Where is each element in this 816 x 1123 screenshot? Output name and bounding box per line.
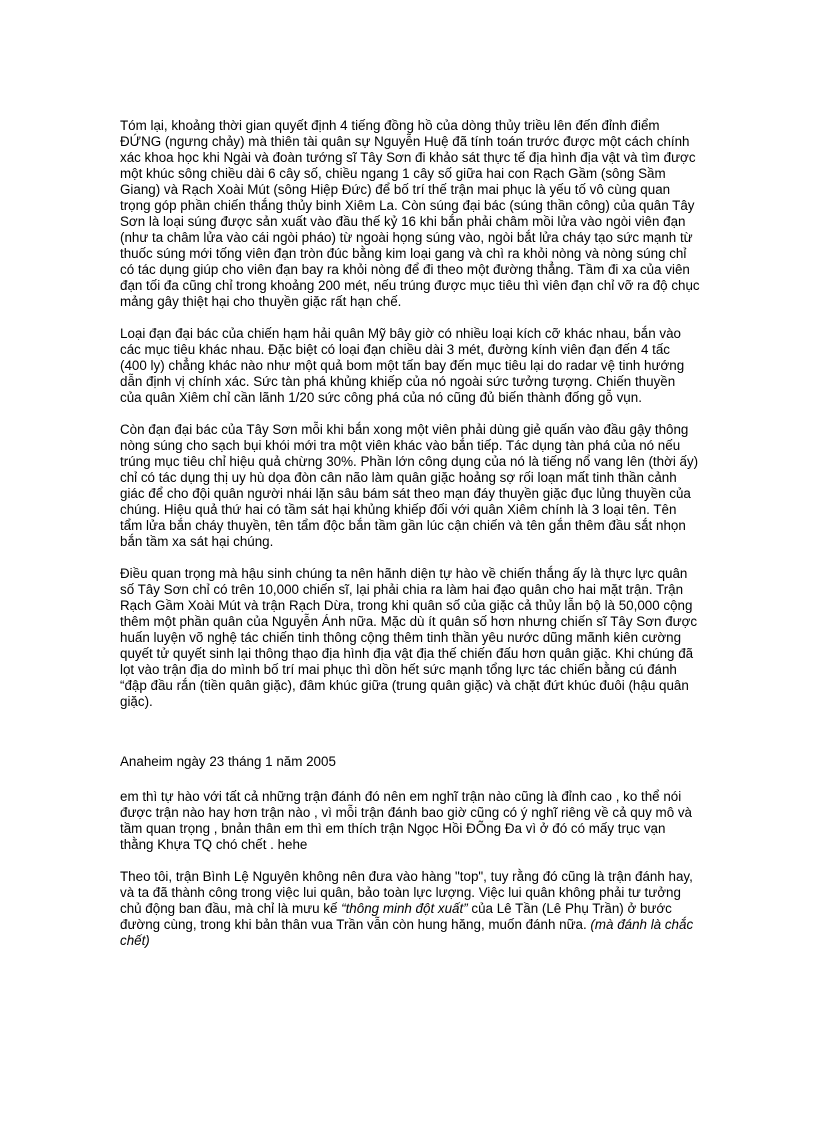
paragraph-binh-le-nguyen — [120, 869, 700, 949]
final-italic-2: (mà đánh là chắc chết) — [120, 917, 694, 948]
paragraph-troop-strength: Điều quan trọng mà hậu sinh chúng ta nên hãnh diện tự hào về chiến thắng ấy là thực lực quân số Tây Sơn chỉ có trên 10,000 chiến sĩ, lại phải chia ra làm hai đạo quân cho hai mặt trận. Trận Rạch Gầm Xoài Mút và trận Rạch Dừa, trong khi quân số của giặc cả thủy lẫn bộ là 50,000 cộng thêm một phần quân của Nguyễn Ánh nữa. Mặc dù ít quân số hơn nhưng chiến sĩ Tây Sơn được huấn luyện võ nghệ tác chiến tinh thông cộng thêm tinh thần yêu nước dũng mãnh kiên cường quyết tử quyết sinh lại thông thạo địa hình địa vật địa thế chiến đấu hơn quân giặc. Khi chúng đã lọt vào trận địa do mình bố trí mai phục thì dồn hết sức mạnh tổng lực tác chiến bằng cú đánh “đập đầu rắn (tiền quân giặc), đâm khúc giữa (trung quân giặc) và chặt đứt khúc đuôi (hậu quân giặc). — [120, 566, 698, 709]
date-line: Anaheim ngày 23 tháng 1 năm 2005 — [120, 754, 336, 769]
spacer — [120, 726, 700, 754]
paragraph-tay-son-cannons: Còn đạn đại bác của Tây Sơn mỗi khi bắn xong một viên phải dùng giẻ quấn vào đầu gậy thông nòng súng cho sạch bụi khói mới tra một viên khác vào bắn tiếp. Tác dụng tàn phá của nó nếu trúng mục tiêu chỉ hiệu quả chừng 30%. Phần lớn công dụng của nó là tiếng nổ vang lên (thời ấy) chỉ có tác dụng thị uy hù dọa đòn cân não làm quân giặc hoảng sợ rối loạn mất tinh thần cảnh giác để cho đội quân người nhái lặn sâu bám sát theo mạn đáy thuyền giặc đục lủng thuyền của chúng. Hiệu quả thứ hai có tầm sát hại khủng khiếp đối với quân Xiêm chính là 3 loại tên. Tên tẩm lửa bắn cháy thuyền, tên tẩm độc bắn tầm gần lúc cận chiến và tên gắn thêm đầu sắt nhọn bắn tầm xa sát hại chúng. — [120, 422, 699, 549]
paragraph-tides-and-cannons: Tóm lại, khoảng thời gian quyết định 4 tiếng đồng hồ của dòng thủy triều lên đến đỉnh điểm ĐỨNG (ngưng chảy) mà thiên tài quân sự Nguyễn Huệ đã tính toán trước được một cách chính xác khoa học khi Ngài và đoàn tướng sĩ Tây Sơn đi khảo sát thực tế địa hình địa vật và tìm được một khúc sông chiều dài 6 cây số, chiều ngang 1 cây số giữa hai con Rạch Gầm (sông Sầm Giang) và Rạch Xoài Mút (sông Hiệp Đức) để bố trí thế trận mai phục là yếu tố vô cùng quan trọng góp phần chiến thắng thủy binh Xiêm La. Còn súng đại bác (súng thần công) của quân Tây Sơn là loại súng được sản xuất vào đầu thế kỷ 16 khi bắn phải châm mồi lửa vào ngòi viên đạn (như ta châm lửa vào cái ngòi pháo) từ ngoài họng súng vào, ngòi bắt lửa cháy tạo sức mạnh từ thuốc súng mới tống viên đạn tròn đúc bằng kim loại gang và chì ra khỏi nòng và nòng súng chỉ có tác dụng giúp cho viên đạn bay ra khỏi nòng để đi theo một đường thẳng. Tầm đi xa của viên đạn tối đa cũng chỉ trong khoảng 200 mét, nếu trúng được mục tiêu thì viên đạn chỉ vỡ ra độ chục mảng gây thiệt hại cho thuyền giặc rất hạn chế. — [120, 118, 700, 309]
document-body — [120, 118, 700, 965]
final-text-2: của Lê Tần (Lê Phụ Trần) ở bước đường cùng, trong khi bản thân vua Trần vẫn còn hung hăng, muốn đánh nữa. — [120, 901, 672, 932]
paragraph-comment: em thì tự hào với tất cả những trận đánh đó nên em nghĩ trận nào cũng là đỉnh cao , ko thể nói được trận nào hay hơn trận nào , vì mỗi trận đánh bao giờ cũng có ý nghĩ riêng về cả quy mô và tầm quan trọng , bnản thân em thì em thích trận Ngọc Hồi ĐÕng Đa vì ở đó có mấy trục vạn thằng Khựa TQ chó chết . hehe — [120, 789, 693, 852]
final-text-1: Theo tôi, trận Bình Lệ Nguyên không nên đưa vào hàng "top", tuy rằng đó cũng là trận đánh hay, và ta đã thành công trong việc lui quân, bảo toàn lực lượng. Việc lui quân không phải tư tưởng chủ động ban đầu, mà chỉ là mưu kế — [120, 869, 693, 916]
final-italic-1: “thông minh đột xuất” — [341, 901, 468, 916]
paragraph-us-navy-shells: Loại đạn đại bác của chiến hạm hải quân Mỹ bây giờ có nhiều loại kích cỡ khác nhau, bắn vào các mục tiêu khác nhau. Đặc biệt có loại đạn chiều dài 3 mét, đường kính viên đạn đến 4 tấc (400 ly) chẳng khác nào như một quả bom một tấn bay đến mục tiêu lại do radar vệ tinh hướng dẫn định vị chính xác. Sức tàn phá khủng khiếp của nó ngoài sức tưởng tượng. Chiến thuyền của quân Xiêm chỉ cần lãnh 1/20 sức công phá của nó cũng đủ biến thành đống gỗ vụn. — [120, 326, 685, 405]
